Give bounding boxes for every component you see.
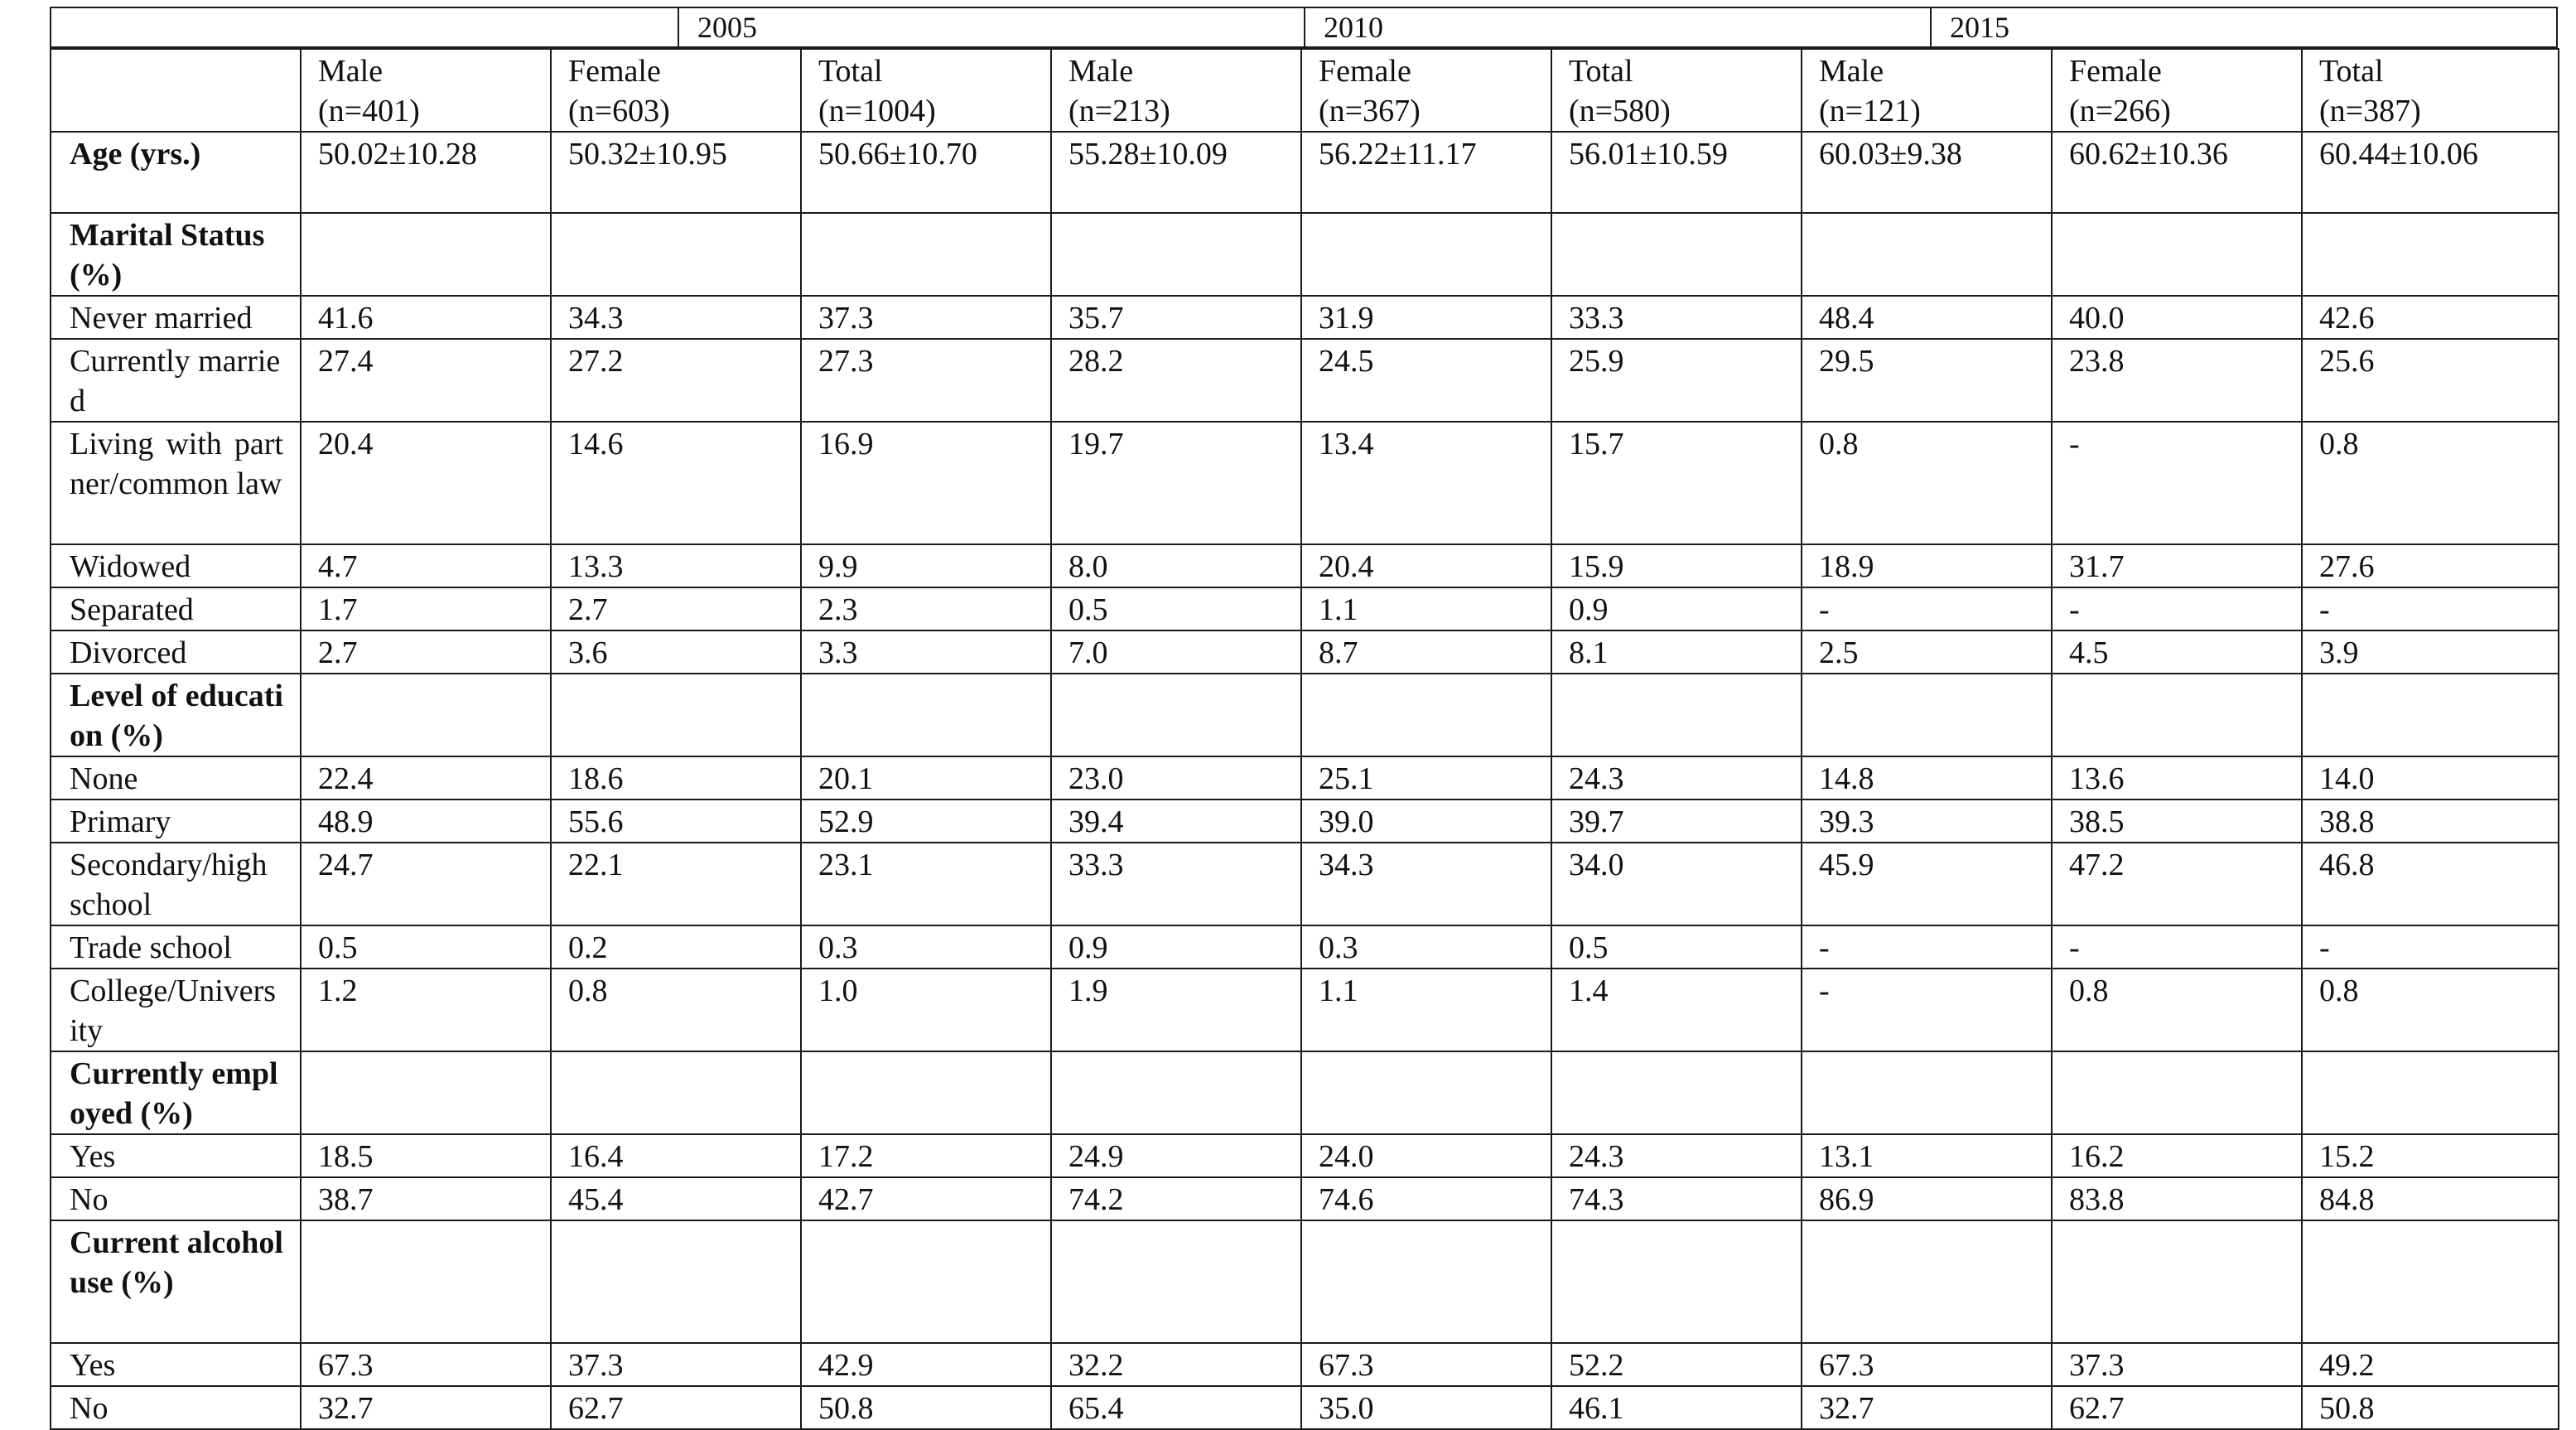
table-row [51,296,2559,339]
table-cell: 35.0 [1301,1386,1551,1429]
row-label: Age (yrs.) [51,132,301,213]
table-cell: 0.2 [551,925,801,969]
column-header-male-2015: Male (n=121) [1802,49,2052,132]
table-cell: 45.9 [1802,843,2052,925]
table-cell: 50.8 [2302,1386,2559,1429]
row-label: Primary [51,800,301,843]
row-label: Marital Status (%) [51,213,301,296]
row-label: Current alcohol use (%) [51,1220,301,1343]
table-cell: 24.0 [1301,1134,1551,1177]
table-cell: 0.5 [1051,587,1301,630]
table-cell: 1.0 [801,969,1051,1051]
table-cell: 0.5 [1551,925,1802,969]
table-cell [2302,674,2559,756]
table-cell: 13.1 [1802,1134,2052,1177]
table-cell [2302,1051,2559,1134]
table-cell: 27.3 [801,339,1051,422]
table-cell: 67.3 [1802,1343,2052,1386]
table-row [51,132,2559,213]
column-header-total-2010: Total (n=580) [1551,49,1802,132]
table-cell: 0.8 [1802,422,2052,544]
table-row [51,969,2559,1051]
table-cell: 0.9 [1551,587,1802,630]
table-cell [1551,1051,1802,1134]
table-cell: 3.3 [801,630,1051,674]
column-header-female-2005: Female (n=603) [551,49,801,132]
table-cell [1551,213,1802,296]
table-cell: 34.3 [1301,843,1551,925]
table-cell: 31.9 [1301,296,1551,339]
table-cell: 42.9 [801,1343,1051,1386]
table-cell [2302,213,2559,296]
row-label: College/University [51,969,301,1051]
table-cell: 18.6 [551,756,801,800]
table-cell [1802,1220,2052,1343]
row-label: Divorced [51,630,301,674]
table-row [51,1051,2559,1134]
table-cell: 38.8 [2302,800,2559,843]
table-cell [1301,213,1551,296]
table-cell: 49.2 [2302,1343,2559,1386]
table-cell: 45.4 [551,1177,801,1220]
table-cell: 74.3 [1551,1177,1802,1220]
table-cell: 47.2 [2052,843,2302,925]
table-cell: 55.6 [551,800,801,843]
table-cell: 27.4 [301,339,551,422]
table-row [51,339,2559,422]
table-cell [801,1051,1051,1134]
table-cell: 60.03±9.38 [1802,132,2052,213]
table-cell: 13.4 [1301,422,1551,544]
table-cell: 1.1 [1301,587,1551,630]
table-cell: 34.0 [1551,843,1802,925]
corner-cell [51,49,301,132]
table-cell: 16.9 [801,422,1051,544]
table-row [51,1386,2559,1429]
table-cell: 50.8 [801,1386,1051,1429]
table-cell: 84.8 [2302,1177,2559,1220]
table-cell: 37.3 [801,296,1051,339]
column-header-total-2005: Total (n=1004) [801,49,1051,132]
table-cell [1551,674,1802,756]
table-row [51,587,2559,630]
table-cell [801,674,1051,756]
table-cell [1802,1051,2052,1134]
table-cell: 20.4 [1301,544,1551,587]
table-cell: 29.5 [1802,339,2052,422]
table-cell: 50.66±10.70 [801,132,1051,213]
table-cell: 24.3 [1551,1134,1802,1177]
row-label: Trade school [51,925,301,969]
table-cell: 50.02±10.28 [301,132,551,213]
table-cell: 41.6 [301,296,551,339]
table-cell: 0.5 [301,925,551,969]
table-cell [1051,1051,1301,1134]
table-cell: - [2052,422,2302,544]
table-cell: 4.5 [2052,630,2302,674]
table-cell: 16.4 [551,1134,801,1177]
table-cell [1301,1051,1551,1134]
table-cell [551,674,801,756]
row-label: Yes [51,1343,301,1386]
table-cell: 8.1 [1551,630,1802,674]
table-cell: 3.9 [2302,630,2559,674]
table-cell: 2.7 [551,587,801,630]
table-cell: - [2302,587,2559,630]
table-cell: 22.1 [551,843,801,925]
table-cell: 67.3 [301,1343,551,1386]
table-cell: 48.4 [1802,296,2052,339]
table-cell: 25.6 [2302,339,2559,422]
table-row [51,213,2559,296]
table-cell: 32.7 [1802,1386,2052,1429]
table-cell: 1.1 [1301,969,1551,1051]
table-cell: 7.0 [1051,630,1301,674]
table-cell: 38.5 [2052,800,2302,843]
table-cell [2052,674,2302,756]
table-cell: 18.5 [301,1134,551,1177]
table-cell: 1.4 [1551,969,1802,1051]
table-cell: 17.2 [801,1134,1051,1177]
table-cell: 24.7 [301,843,551,925]
table-cell: 23.1 [801,843,1051,925]
table-cell: 24.9 [1051,1134,1301,1177]
row-label: Never married [51,296,301,339]
table-row [51,544,2559,587]
table-cell: 39.3 [1802,800,2052,843]
table-cell: 2.7 [301,630,551,674]
row-label: Currently married [51,339,301,422]
column-header-male-2005: Male (n=401) [301,49,551,132]
table-cell: 39.0 [1301,800,1551,843]
table-cell [551,1051,801,1134]
table-cell: 37.3 [2052,1343,2302,1386]
table-cell: 14.8 [1802,756,2052,800]
table-cell [551,1220,801,1343]
table-row [51,1343,2559,1386]
table-row [51,800,2559,843]
table-cell: 42.6 [2302,296,2559,339]
table-cell: 20.1 [801,756,1051,800]
table-row [51,843,2559,925]
table-cell: 15.7 [1551,422,1802,544]
year-header-2010: 2010 [1304,8,1930,46]
row-label: Living with partner/common law [51,422,301,544]
column-header-row [51,49,2559,132]
column-header-female-2015: Female (n=266) [2052,49,2302,132]
table-cell: 0.9 [1051,925,1301,969]
table-cell: 65.4 [1051,1386,1301,1429]
year-header-2015: 2015 [1930,8,2556,46]
row-label: Level of education (%) [51,674,301,756]
table-cell: 60.62±10.36 [2052,132,2302,213]
table-cell: 56.22±11.17 [1301,132,1551,213]
table-cell: 2.5 [1802,630,2052,674]
table-cell: 4.7 [301,544,551,587]
table-cell: 62.7 [2052,1386,2302,1429]
table-cell [301,213,551,296]
table-cell [1301,1220,1551,1343]
table-cell: 40.0 [2052,296,2302,339]
table-cell [301,1220,551,1343]
table-cell: - [1802,587,2052,630]
table-cell: 23.0 [1051,756,1301,800]
table-cell: 42.7 [801,1177,1051,1220]
table-cell: 0.8 [2302,969,2559,1051]
table-cell: 32.7 [301,1386,551,1429]
table-cell: 28.2 [1051,339,1301,422]
row-label: Yes [51,1134,301,1177]
demographics-table [50,48,2559,1430]
table-cell: 1.7 [301,587,551,630]
row-label: Currently employed (%) [51,1051,301,1134]
table-cell: 18.9 [1802,544,2052,587]
table-cell: - [2052,587,2302,630]
table-cell: 25.9 [1551,339,1802,422]
table-cell: 56.01±10.59 [1551,132,1802,213]
table-cell: - [1802,925,2052,969]
column-header-total-2015: Total (n=387) [2302,49,2559,132]
table-cell: 52.9 [801,800,1051,843]
table-cell: 60.44±10.06 [2302,132,2559,213]
table-row [51,925,2559,969]
table-cell: 86.9 [1802,1177,2052,1220]
table-cell: 3.6 [551,630,801,674]
table-cell [801,213,1051,296]
table-cell [1051,674,1301,756]
table-cell [551,213,801,296]
table-row [51,756,2559,800]
row-label: Separated [51,587,301,630]
row-label: No [51,1386,301,1429]
table-cell: 50.32±10.95 [551,132,801,213]
table-cell: 0.3 [801,925,1051,969]
table-cell: 74.2 [1051,1177,1301,1220]
table-cell: 24.3 [1551,756,1802,800]
table-cell: 1.9 [1051,969,1301,1051]
table-cell: 0.8 [551,969,801,1051]
table-cell: 33.3 [1051,843,1301,925]
table-cell: 1.2 [301,969,551,1051]
table-cell: 37.3 [551,1343,801,1386]
table-cell: 46.8 [2302,843,2559,925]
table-cell [801,1220,1051,1343]
table-cell: 16.2 [2052,1134,2302,1177]
table-cell [301,674,551,756]
row-label: Secondary/high school [51,843,301,925]
table-cell: 13.6 [2052,756,2302,800]
table-cell: 55.28±10.09 [1051,132,1301,213]
table-cell: 15.9 [1551,544,1802,587]
table-cell: 22.4 [301,756,551,800]
table-cell: 32.2 [1051,1343,1301,1386]
table-cell: 14.0 [2302,756,2559,800]
table-cell: - [1802,969,2052,1051]
year-header-2005: 2005 [678,8,1304,46]
table-cell [301,1051,551,1134]
table-cell [2052,213,2302,296]
table-cell [1301,674,1551,756]
table-cell: 14.6 [551,422,801,544]
row-label: None [51,756,301,800]
table-cell: 0.8 [2052,969,2302,1051]
table-cell [2302,1220,2559,1343]
table-cell: 34.3 [551,296,801,339]
table-cell: 8.0 [1051,544,1301,587]
table-cell: 83.8 [2052,1177,2302,1220]
table-cell: 39.4 [1051,800,1301,843]
table-cell: 0.3 [1301,925,1551,969]
table-cell: 13.3 [551,544,801,587]
table-cell [1802,213,2052,296]
table-cell: 27.2 [551,339,801,422]
column-header-male-2010: Male (n=213) [1051,49,1301,132]
table-cell: 2.3 [801,587,1051,630]
table-cell: 0.8 [2302,422,2559,544]
year-header-row [50,7,2558,48]
table-cell: 27.6 [2302,544,2559,587]
table-cell: 38.7 [301,1177,551,1220]
table-cell [1802,674,2052,756]
table-cell: 48.9 [301,800,551,843]
table-row [51,422,2559,544]
table-cell: 67.3 [1301,1343,1551,1386]
table-cell [2052,1051,2302,1134]
table-cell: 25.1 [1301,756,1551,800]
table-cell [1551,1220,1802,1343]
row-label: Widowed [51,544,301,587]
row-label: No [51,1177,301,1220]
table-row [51,1134,2559,1177]
table-cell: 8.7 [1301,630,1551,674]
table-cell [1051,1220,1301,1343]
table-cell: 74.6 [1301,1177,1551,1220]
table-row [51,674,2559,756]
table-cell: 9.9 [801,544,1051,587]
table-cell: - [2052,925,2302,969]
table-cell: 31.7 [2052,544,2302,587]
table-cell: 33.3 [1551,296,1802,339]
table-cell: 46.1 [1551,1386,1802,1429]
table-cell [2052,1220,2302,1343]
table-row [51,1220,2559,1343]
column-header-female-2010: Female (n=367) [1301,49,1551,132]
table-cell [1051,213,1301,296]
table-cell: 15.2 [2302,1134,2559,1177]
table-cell: 23.8 [2052,339,2302,422]
table-cell: 62.7 [551,1386,801,1429]
table-cell: 39.7 [1551,800,1802,843]
table-row [51,1177,2559,1220]
table-row [51,630,2559,674]
table-cell: 20.4 [301,422,551,544]
table-cell: - [2302,925,2559,969]
table-cell: 24.5 [1301,339,1551,422]
table-cell: 52.2 [1551,1343,1802,1386]
table-cell: 35.7 [1051,296,1301,339]
table-cell: 19.7 [1051,422,1301,544]
